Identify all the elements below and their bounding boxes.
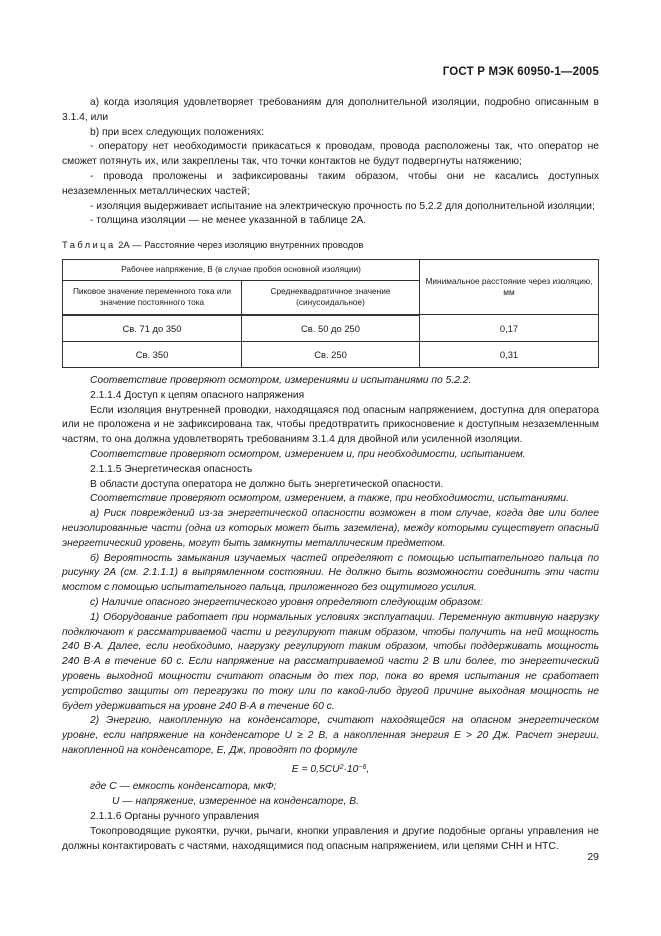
table-cell: Св. 71 до 350 [63,315,242,342]
paragraph-energy-b: б) Вероятность замыкания изучаемых частей определяют с помощью испытательного пальца по рисунку 2А (см. 2.1.1.1) в выпрямленном состоянии. Не должно быть возможности соединить эти части мостом с помощью испытательного пальца, приложенного без ощутимого усилия. [62,552,599,594]
compliance-check-2: Соответствие проверяют осмотром, измерением и, при необходимости, испытанием. [90,448,526,460]
insulation-distance-table [62,259,599,368]
formula-exponent: 2 [339,763,344,771]
page-content [62,96,599,854]
list-item-insulation-thickness: - толщина изоляции — не менее указанной в таблице 2А. [90,215,367,227]
table-caption-label: Таблица [62,239,116,251]
list-item-wires-fixed: - оператору нет необходимости прикасаться к проводам, провода расположены так, что оператор не сможет потянуть их, или закреплены так, что точки контактов не будут подвергнуты натяжению; [62,141,599,168]
table-cell: 0,17 [420,315,599,342]
paragraph-manual-controls: Токопроводящие рукоятки, ручки, рычаги, кнопки управления и другие подобные органы управления не должны контактировать с частями, находящимися под опасным напряжением, или цепями СНН и НТС. [62,825,599,852]
table-header-min-distance: Минимальное расстояние через изоляцию, мм [420,259,599,315]
formula-end: , [366,763,370,775]
compliance-check-1: Соответствие проверяют осмотром, измерениями и испытаниями по 5.2.2. [90,374,472,386]
list-item-insulation-test: - изоляция выдерживает испытание на электрическую прочность по 5.2.2 для дополнительной изоляции; [90,200,595,212]
formula-where-c: где С — емкость конденсатора, мкФ; [90,781,277,793]
paragraph-b: b) при всех следующих положениях: [90,126,265,138]
paragraph-hazardous-voltage: Если изоляция внутренней проводки, находящаяся под опасным напряжением, доступна для оператора или не проложена и не зафиксирована так, чтобы предотвратить прикосновение к доступным незаземленным частям, то она должна удовлетворять требованиям 3.1.4 для двойной или усиленной изоляции. [62,404,599,446]
table-row [63,341,599,367]
paragraph-energy-c: с) Наличие опасного энергетического уровня определяют следующим образом: [90,596,483,608]
table-header-rms: Среднеквадратичное значение (синусоидальное) [242,280,420,315]
energy-formula [62,761,599,778]
table-cell: Св. 250 [242,341,420,367]
section-heading-2115: 2.1.1.5 Энергетическая опасность [90,463,253,475]
document-code-header: ГОСТ Р МЭК 60950-1—2005 [442,66,599,78]
table-caption-text: 2А — Расстояние через изоляцию внутренних проводов [118,239,364,251]
formula-where-u: U — напряжение, измеренное на конденсаторе, В. [112,796,360,808]
section-heading-2114: 2.1.1.4 Доступ к цепям опасного напряжения [90,389,305,401]
table-cell: 0,31 [420,341,599,367]
formula-base: E = 0,5CU [291,763,340,775]
section-heading-2116: 2.1.1.6 Органы ручного управления [90,811,260,823]
formula-exponent-2: −6 [358,763,367,771]
compliance-check-3: Соответствие проверяют осмотром, измерением, а также, при необходимости, испытаниями. [90,493,569,505]
table-row [63,315,599,342]
paragraph-energy-c1: 1) Оборудование работает при нормальных условиях эксплуатации. Переменную активную нагрузку подключают к рассматриваемой части и регулируют таким образом, чтобы получить на ней мощность 240 В·А. Далее, если необходимо, нагрузку регулируют таким образом, чтобы поддерживать мощность 240 В·А в течение 60 с. Если напряжение на рассматриваемой части 2 В или более, то энергетический уровень выходной мощности считают опасным до тех пор, пока во время испытания не сработает устройство защиты от перегрузки по току или по какой-либо другой причине выходная мощность не будет удерживаться на уровне 240 В·А в течение 60 с. [62,611,599,712]
table-cell: Св. 350 [63,341,242,367]
table-header-peak: Пиковое значение переменного тока или значение постоянного тока [63,280,242,315]
table-cell: Св. 50 до 250 [242,315,420,342]
paragraph-energy-a: а) Риск повреждений из-за энергетической опасности возможен в том случае, когда две или более неизолированные части (одна из которых может быть заземлена), между которыми существует опасный энергетический уровень, могут быть замкнуты металлическим предметом. [62,508,599,549]
paragraph-energy-c2: 2) Энергию, накопленную на конденсаторе, считают находящейся на опасном энергетическом уровне, если напряжение на конденсаторе U ≥ 2 В, а накопленная энергия Е > 20 Дж. Расчет энергии, накопленной на конденсаторе, Е, Дж, проводят по формуле [62,715,599,756]
table-caption [62,238,599,253]
paragraph-a: а) когда изоляция удовлетворяет требованиям для дополнительной изоляции, подробно описанным в 3.1.4, или [62,97,599,123]
paragraph-energy-hazard: В области доступа оператора не должно быть энергетической опасности. [90,478,444,490]
formula-multiplier: ·10 [343,763,359,775]
table-header-group: Рабочее напряжение, В (в случае пробоя основной изоляции) [63,259,420,280]
list-item-wires-routed: - провода проложены и зафиксированы таким образом, чтобы они не касались доступных незаземленных металлических частей; [62,170,599,197]
page-number: 29 [587,851,599,863]
